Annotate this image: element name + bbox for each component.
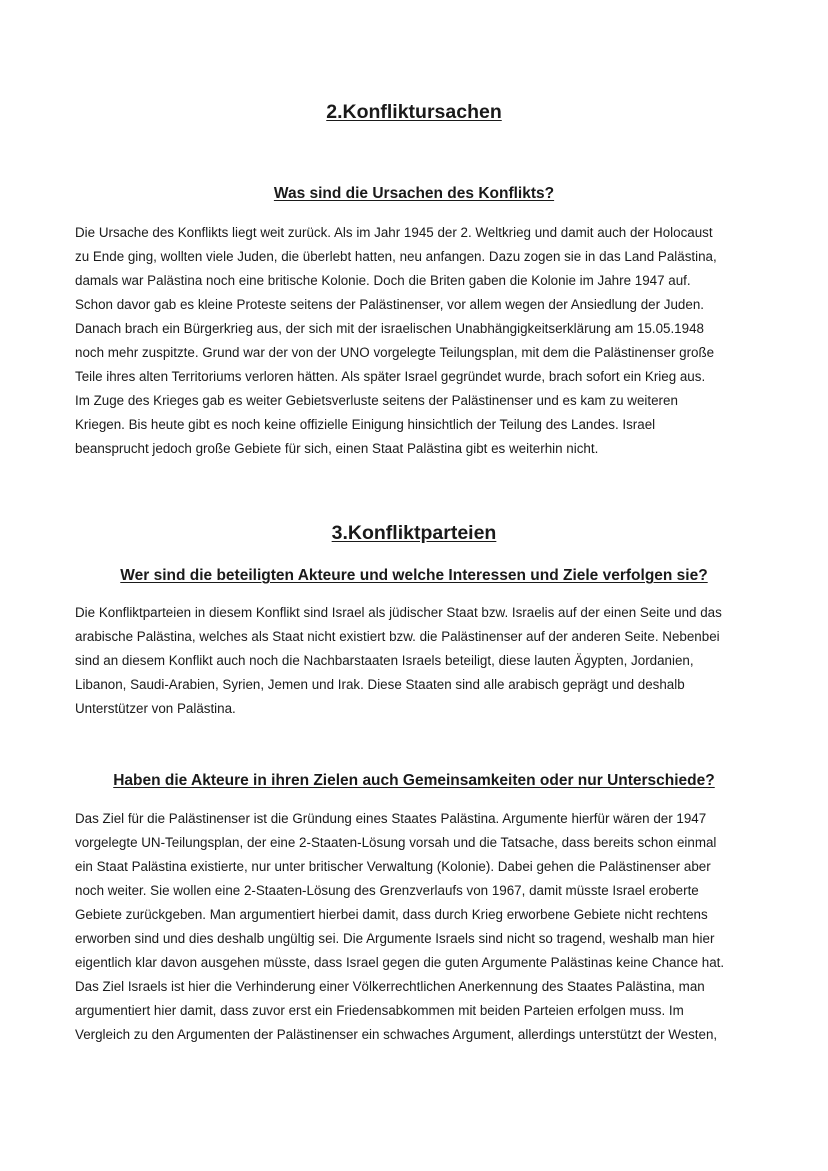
text-line: noch weiter. Sie wollen eine 2-Staaten-Lösung des Grenzverlaufs von 1967, damit müsste Israel eroberte [75, 883, 699, 898]
text-line: Unterstützer von Palästina. [75, 701, 236, 716]
text-line: argumentiert hier damit, dass zuvor erst ein Friedensabkommen mit beiden Parteien erfolgen muss. Im [75, 1003, 684, 1018]
text-line: sind an diesem Konflikt auch noch die Nachbarstaaten Israels beteiligt, diese lauten Ägypten, Jordanien, [75, 653, 694, 668]
text-line: Im Zuge des Krieges gab es weiter Gebietsverluste seitens der Palästinenser und es kam zu weiteren [75, 393, 678, 408]
text-line: Die Konfliktparteien in diesem Konflikt sind Israel als jüdischer Staat bzw. Israelis auf der einen Seite und das [75, 605, 722, 620]
text-line: eigentlich klar davon ausgehen müsste, dass Israel gegen die guten Argumente Palästinas keine Chance hat. [75, 955, 725, 970]
text-line: Schon davor gab es kleine Proteste seitens der Palästinenser, vor allem wegen der Ansiedlung der Juden. [75, 297, 704, 312]
text-line: Gebiete zurückgeben. Man argumentiert hierbei damit, dass durch Krieg erworbene Gebiete nicht rechtens [75, 907, 708, 922]
text-line: Vergleich zu den Argumenten der Palästinenser ein schwaches Argument, allerdings unterstützt der Westen, [75, 1027, 718, 1042]
text-line: Das Ziel für die Palästinenser ist die Gründung eines Staates Palästina. Argumente hierfür wären der 1947 [75, 811, 707, 826]
question-heading-akteure: Wer sind die beteiligten Akteure und welche Interessen und Ziele verfolgen sie? [120, 567, 708, 584]
text-line: Danach brach ein Bürgerkrieg aus, der sich mit der israelischen Unabhängigkeitserklärung am 15.05.1948 [75, 321, 704, 336]
section-title-konfliktparteien: 3.Konfliktparteien [331, 522, 497, 544]
text-line: beansprucht jedoch große Gebiete für sich, einen Staat Palästina gibt es weiterhin nicht. [75, 441, 599, 456]
text-line: erworben sind und dies deshalb ungültig sei. Die Argumente Israels sind nicht so tragend, weshalb man hier [75, 931, 715, 946]
text-line: vorgelegte UN-Teilungsplan, der eine 2-Staaten-Lösung vorsah und die Tatsache, dass bereits schon einmal [75, 835, 717, 850]
text-line: Kriegen. Bis heute gibt es noch keine offizielle Einigung hinsichtlich der Teilung des Landes. Israel [75, 417, 656, 432]
text-line: zu Ende ging, wollten viele Juden, die überlebt hatten, neu anfangen. Dazu zogen sie in das Land Palästina, [75, 249, 717, 264]
question-heading-gemeinsamkeiten: Haben die Akteure in ihren Zielen auch Gemeinsamkeiten oder nur Unterschiede? [113, 772, 715, 789]
text-line: Teile ihres alten Territoriums verloren hätten. Als später Israel gegründet wurde, brach sofort ein Krieg aus. [75, 369, 706, 384]
text-line: Das Ziel Israels ist hier die Verhinderung einer Völkerrechtlichen Anerkennung des Staates Palästina, man [75, 979, 705, 994]
text-line: damals war Palästina noch eine britische Kolonie. Doch die Briten gaben die Kolonie im Jahre 1947 auf. [75, 273, 691, 288]
text-line: Libanon, Saudi-Arabien, Syrien, Jemen und Irak. Diese Staaten sind alle arabisch geprägt und deshalb [75, 677, 685, 692]
text-line: noch mehr zuspitzte. Grund war der von der UNO vorgelegte Teilungsplan, mit dem die Palästinenser große [75, 345, 715, 360]
text-line: arabische Palästina, welches als Staat nicht existiert bzw. die Palästinenser auf der anderen Seite. Nebenbei [75, 629, 720, 644]
text-line: ein Staat Palästina existierte, nur unter britischer Verwaltung (Kolonie). Dabei gehen die Palästinenser aber [75, 859, 711, 874]
text-line: Die Ursache des Konflikts liegt weit zurück. Als im Jahr 1945 der 2. Weltkrieg und damit auch der Holocaust [75, 225, 713, 240]
section-title-konfliktursachen: 2.Konfliktursachen [326, 101, 502, 123]
question-heading-ursachen: Was sind die Ursachen des Konflikts? [273, 185, 555, 202]
